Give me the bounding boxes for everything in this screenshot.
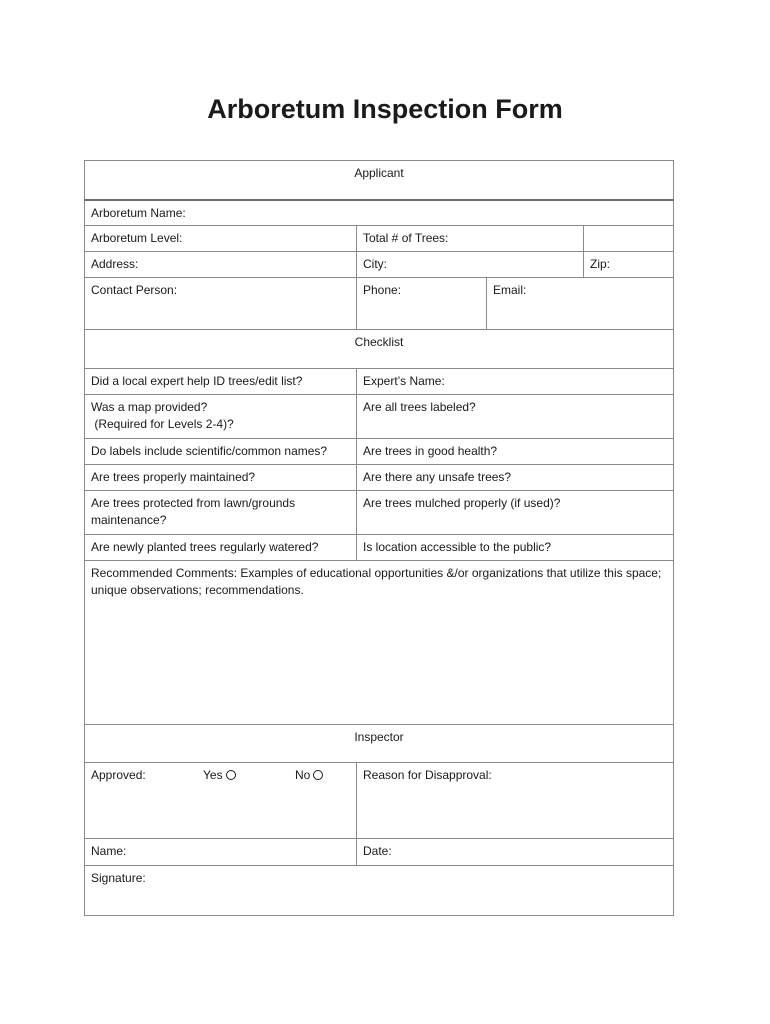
approved-no-label: No (295, 768, 311, 782)
city-field[interactable]: City: (357, 252, 584, 278)
inspection-form-table (84, 160, 674, 916)
form-title: Arboretum Inspection Form (207, 94, 563, 124)
checklist-section-heading: Checklist (85, 330, 674, 369)
checklist-local-expert[interactable]: Did a local expert help ID trees/edit list? (85, 369, 357, 395)
no-radio-icon[interactable] (313, 770, 323, 780)
approved-yes-label: Yes (203, 768, 223, 782)
inspection-date-field[interactable]: Date: (357, 839, 674, 866)
arboretum-name-field[interactable]: Arboretum Name: (85, 200, 674, 226)
signature-field[interactable]: Signature: (85, 866, 674, 916)
recommended-comments-field[interactable]: Recommended Comments: Examples of educational opportunities &/or organizations that utilize this space; unique observations; recommendations. (85, 561, 674, 725)
checklist-expert-name[interactable]: Expert’s Name: (357, 369, 674, 395)
total-trees-field[interactable]: Total # of Trees: (357, 226, 584, 252)
zip-field[interactable]: Zip: (584, 252, 674, 278)
checklist-map-provided-line2: (Required for Levels 2-4)? (91, 417, 234, 431)
checklist-mulched[interactable]: Are trees mulched properly (if used)? (357, 491, 674, 535)
checklist-map-provided[interactable] (85, 395, 357, 439)
address-field[interactable]: Address: (85, 252, 357, 278)
checklist-protected[interactable] (85, 491, 357, 535)
approved-yes-option[interactable] (203, 767, 236, 784)
applicant-section-heading: Applicant (85, 161, 674, 200)
checklist-trees-labeled[interactable]: Are all trees labeled? (357, 395, 674, 439)
approved-label: Approved: (91, 768, 146, 782)
inspector-section-heading: Inspector (85, 725, 674, 763)
yes-radio-icon[interactable] (226, 770, 236, 780)
checklist-map-provided-line1: Was a map provided? (91, 400, 208, 414)
approved-no-option[interactable] (295, 767, 323, 784)
contact-person-field[interactable]: Contact Person: (85, 278, 357, 330)
checklist-label-names[interactable]: Do labels include scientific/common names? (85, 439, 357, 465)
phone-field[interactable]: Phone: (357, 278, 487, 330)
checklist-accessible[interactable]: Is location accessible to the public? (357, 535, 674, 561)
checklist-protected-line1: Are trees protected from lawn/grounds (91, 496, 296, 510)
checklist-tree-health[interactable]: Are trees in good health? (357, 439, 674, 465)
checklist-protected-line2: maintenance? (91, 513, 167, 527)
approved-field (85, 763, 357, 839)
inspector-name-field[interactable]: Name: (85, 839, 357, 866)
checklist-maintained[interactable]: Are trees properly maintained? (85, 465, 357, 491)
arboretum-level-field[interactable]: Arboretum Level: (85, 226, 357, 252)
email-field[interactable]: Email: (487, 278, 674, 330)
checklist-watered[interactable]: Are newly planted trees regularly watered? (85, 535, 357, 561)
total-trees-value-cell[interactable] (584, 226, 674, 252)
reason-disapproval-field[interactable]: Reason for Disapproval: (357, 763, 674, 839)
checklist-unsafe-trees[interactable]: Are there any unsafe trees? (357, 465, 674, 491)
